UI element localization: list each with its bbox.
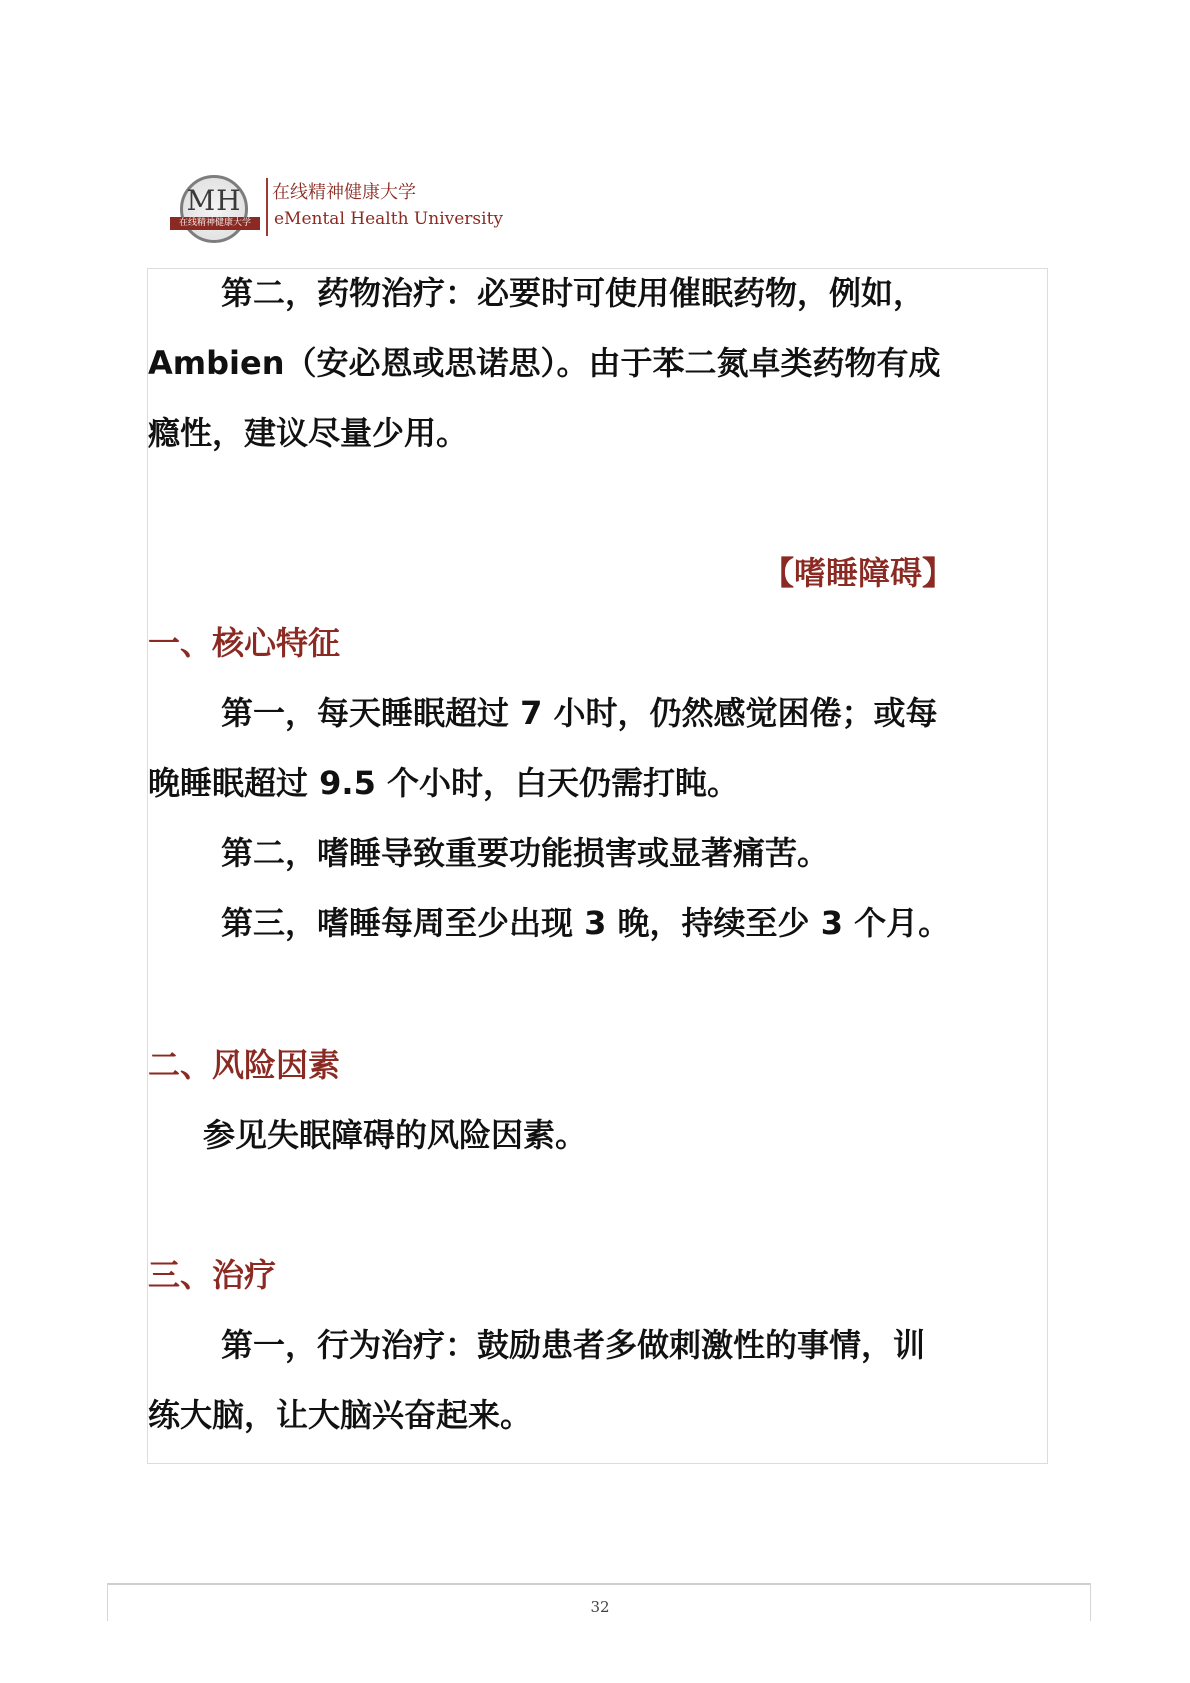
logo-ribbon: 在线精神健康大学: [170, 217, 260, 230]
footer-rule-left-edge: [107, 1583, 108, 1621]
feature-1-line-2: 晚睡眠超过 9.5 个小时，白天仍需打盹。: [148, 764, 739, 802]
org-name-en: eMental Health University: [274, 209, 504, 229]
heading-risk-factors: 二、风险因素: [148, 1046, 341, 1084]
section-title: 【嗜睡障碍】: [762, 554, 955, 592]
heading-core-features: 一、核心特征: [148, 624, 341, 662]
logo-seal-icon: [170, 174, 260, 248]
logo-divider: [266, 178, 268, 236]
paragraph-drug-line-3: 瘾性，建议尽量少用。: [148, 414, 469, 452]
feature-1-line-1: 第一，每天睡眠超过 7 小时，仍然感觉困倦；或每: [221, 694, 938, 732]
footer-rule-right-edge: [1090, 1583, 1091, 1621]
heading-treatment: 三、治疗: [148, 1256, 277, 1294]
paragraph-drug-line-2: Ambien（安必恩或思诺思）。由于苯二氮卓类药物有成: [148, 344, 941, 382]
org-logo: [170, 174, 504, 248]
footer-rule: [107, 1583, 1091, 1585]
treatment-1-line-1: 第一，行为治疗：鼓励患者多做刺激性的事情，训: [221, 1326, 926, 1364]
logo-mark: MH: [186, 184, 242, 217]
treatment-1-line-2: 练大脑，让大脑兴奋起来。: [148, 1396, 533, 1434]
risk-text: 参见失眠障碍的风险因素。: [203, 1116, 588, 1154]
paragraph-drug-line-1: 第二，药物治疗：必要时可使用催眠药物，例如，: [221, 274, 926, 312]
org-name-cn: 在线精神健康大学: [272, 182, 416, 203]
page-number: 32: [590, 1598, 610, 1616]
feature-2: 第二，嗜睡导致重要功能损害或显著痛苦。: [221, 834, 830, 872]
content-box: [147, 268, 1048, 1464]
feature-3: 第三，嗜睡每周至少出现 3 晚，持续至少 3 个月。: [221, 904, 951, 942]
